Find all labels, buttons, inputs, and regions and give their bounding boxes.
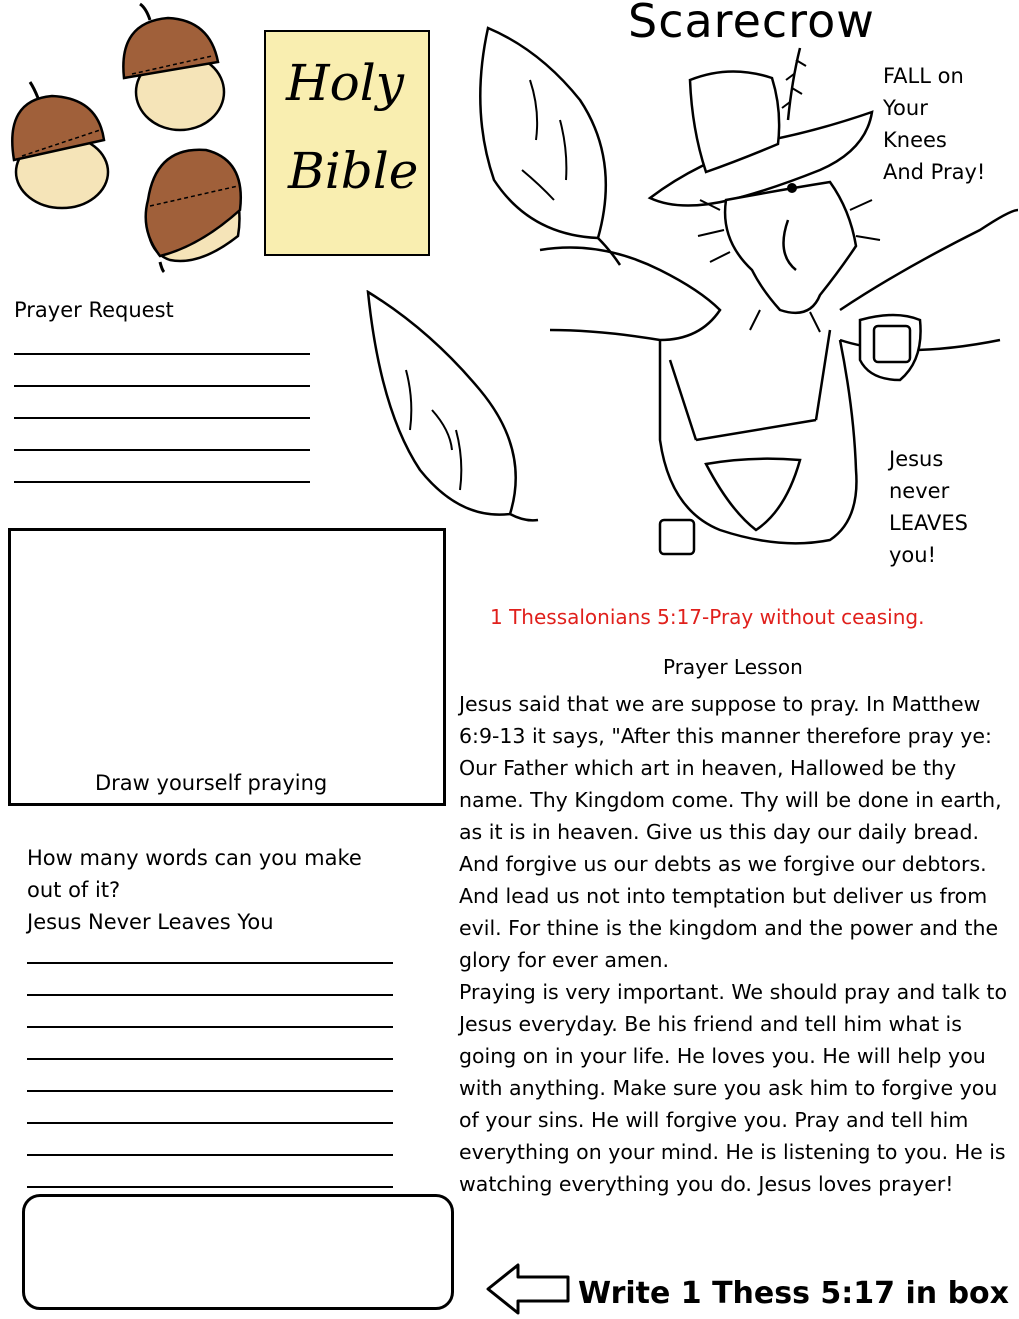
prayer-request-line[interactable] — [14, 417, 310, 419]
prayer-request-line[interactable] — [14, 385, 310, 387]
bible-word-holy: Holy — [286, 54, 404, 112]
draw-yourself-label: Draw yourself praying — [95, 771, 328, 795]
page-title: Scarecrow — [628, 0, 875, 48]
acorns-illustration — [0, 0, 250, 275]
draw-yourself-box[interactable] — [8, 528, 446, 806]
note-line: you! — [889, 543, 937, 567]
words-answer-line[interactable] — [27, 962, 393, 964]
prayer-request-line[interactable] — [14, 481, 310, 483]
words-answer-line[interactable] — [27, 1186, 393, 1188]
note-jesus-never-leaves — [889, 443, 968, 571]
lesson-body — [459, 688, 1007, 1200]
words-answer-line[interactable] — [27, 1026, 393, 1028]
note-line: Jesus — [889, 447, 944, 471]
prayer-request-line[interactable] — [14, 353, 310, 355]
words-prompt-line: How many words can you make — [27, 846, 362, 870]
words-answer-line[interactable] — [27, 1058, 393, 1060]
acorn-bottom — [146, 150, 241, 272]
words-activity-prompt — [27, 842, 362, 938]
write-verse-box[interactable] — [22, 1194, 454, 1310]
note-fall-on-knees — [883, 60, 985, 188]
holy-bible-book — [264, 30, 430, 256]
note-line: Knees — [883, 128, 947, 152]
lesson-paragraph: Praying is very important. We should pray and talk to Jesus everyday. Be his friend and tell him what is going on in your life. He loves you. He will help you with anything. Make sure you ask him to forgive you of your sins. He will forgive you. Pray and tell him everything on your mind. He is listening to you. He is watching everything you do. Jesus loves prayer! — [459, 980, 1007, 1196]
lesson-paragraph: Jesus said that we are suppose to pray. In Matthew 6:9-13 it says, "After this manner therefore pray ye: Our Father which art in heaven, Hallowed be thy name. Thy Kingdom come. Thy will be done in earth, as it is in heaven. Give us this day our daily bread. And forgive us our debts as we forgive our debtors. And lead us not into temptation but deliver us from evil. For thine is the kingdom and the power and the glory for ever amen. — [459, 692, 1002, 972]
note-line: LEAVES — [889, 511, 968, 535]
bible-verse: 1 Thessalonians 5:17-Pray without ceasing. — [490, 605, 925, 629]
words-answer-line[interactable] — [27, 1090, 393, 1092]
acorn-left — [12, 82, 108, 208]
note-line: Your — [883, 96, 928, 120]
note-line: FALL on — [883, 64, 964, 88]
prayer-request-label: Prayer Request — [14, 298, 174, 322]
write-instruction: Write 1 Thess 5:17 in box — [578, 1276, 1010, 1311]
bible-word-bible: Bible — [288, 142, 419, 200]
left-arrow-icon — [484, 1262, 574, 1316]
lesson-title: Prayer Lesson — [663, 655, 803, 679]
note-line: And Pray! — [883, 160, 986, 184]
acorn-top — [123, 4, 224, 130]
prayer-request-line[interactable] — [14, 449, 310, 451]
words-answer-line[interactable] — [27, 1154, 393, 1156]
words-prompt-line: out of it? — [27, 878, 121, 902]
words-answer-line[interactable] — [27, 994, 393, 996]
words-answer-line[interactable] — [27, 1122, 393, 1124]
words-phrase: Jesus Never Leaves You — [27, 910, 274, 934]
note-line: never — [889, 479, 950, 503]
